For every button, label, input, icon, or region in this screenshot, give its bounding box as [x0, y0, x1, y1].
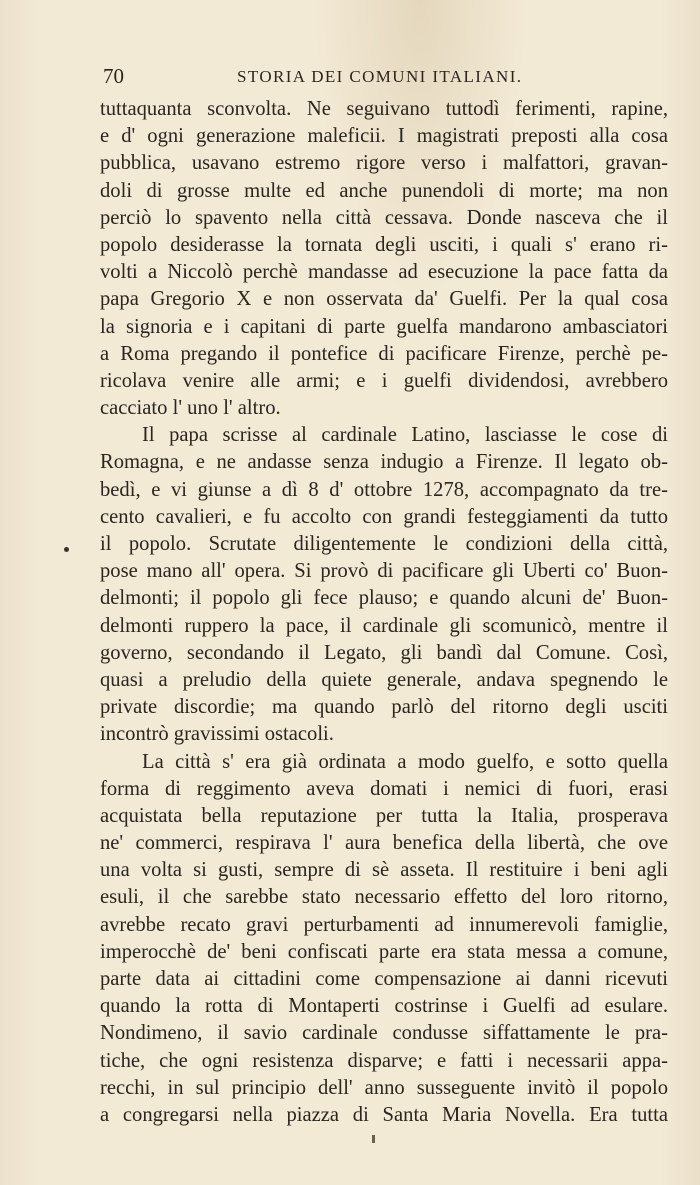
- text-line: incontrò gravissimi ostacoli.: [100, 723, 334, 746]
- text-line: quando la rotta di Montaperti costrinse i Guelfi ad esulare.: [100, 995, 668, 1018]
- text-line: acquistata bella reputazione per tutta la Italia, prosperava: [100, 804, 668, 827]
- text-line: recchi, in sul principio dell' anno susseguente invitò il popolo: [100, 1076, 668, 1099]
- text-line: imperocchè de' beni confiscati parte era stata messa a comune,: [100, 940, 668, 963]
- text-line: esuli, il che sarebbe stato necessario effetto del loro ritorno,: [100, 886, 668, 909]
- text-line: a congregarsi nella piazza di Santa Maria Novella. Era tutta: [100, 1103, 668, 1126]
- text-line: tiche, che ogni resistenza disparve; e fatti i necessarii appa-: [100, 1049, 668, 1072]
- text-line: una volta si gusti, sempre di sè asseta. Il restituire i beni agli: [100, 859, 668, 882]
- text-line: popolo desiderasse la tornata degli usciti, i quali s' erano ri-: [100, 233, 668, 256]
- text-line: a Roma pregando il pontefice di pacificare Firenze, perchè pe-: [100, 342, 668, 365]
- text-line: doli di grosse multe ed anche punendoli di morte; ma non: [100, 179, 668, 202]
- text-line: cacciato l' uno l' altro.: [100, 397, 281, 420]
- text-line: quasi a preludio della quiete generale, andava spegnendo le: [100, 668, 668, 691]
- text-line: la signoria e i capitani di parte guelfa mandarono ambasciatori: [100, 315, 668, 338]
- stray-ink-mark: [64, 547, 69, 552]
- text-line: La città s' era già ordinata a modo guelfo, e sotto quella: [142, 750, 668, 773]
- text-line: papa Gregorio X e non osservata da' Guelfi. Per la qual cosa: [100, 288, 668, 311]
- text-line: delmonti ruppero la pace, il cardinale gli scomunicò, mentre il: [100, 614, 668, 637]
- text-line: private discordie; ma quando parlò del ritorno degli usciti: [100, 696, 668, 719]
- signature-mark: [372, 1135, 375, 1143]
- text-line: tuttaquanta sconvolta. Ne seguivano tuttodì ferimenti, rapine,: [100, 98, 668, 120]
- text-line: ne' commerci, respirava l' aura benefica della libertà, che ove: [100, 832, 668, 855]
- text-line: Romagna, e ne andasse senza indugio a Firenze. Il legato ob-: [100, 451, 668, 474]
- text-line: Il papa scrisse al cardinale Latino, lasciasse le cose di: [142, 424, 668, 447]
- running-head: [103, 64, 668, 94]
- text-line: perciò lo spavento nella città cessava. Donde nasceva che il: [100, 206, 668, 229]
- text-line: forma di reggimento aveva domati i nemici di fuori, erasi: [100, 777, 668, 800]
- text-line: il popolo. Scrutate diligentemente le condizioni della città,: [100, 533, 668, 555]
- text-line: governo, secondando il Legato, gli bandì dal Comune. Così,: [100, 641, 668, 664]
- paragraph: [100, 422, 668, 748]
- text-line: avrebbe recato gravi perturbamenti ad innumerevoli famiglie,: [100, 913, 668, 936]
- text-line: parte data ai cittadini come compensazione ai danni ricevuti: [100, 968, 668, 990]
- paragraph: [100, 96, 668, 422]
- text-line: ricolava venire alle armi; e i guelfi dividendosi, avrebbero: [100, 369, 668, 392]
- running-title: STORIA DEI COMUNI ITALIANI.: [237, 67, 523, 86]
- text-line: e d' ogni generazione maleficii. I magistrati preposti alla cosa: [100, 125, 668, 148]
- text-line: bedì, e vi giunse a dì 8 d' ottobre 1278, accompagnato da tre-: [100, 478, 668, 501]
- text-line: pubblica, usavano estremo rigore verso i malfattori, gravan-: [100, 152, 668, 175]
- body-text: [100, 96, 668, 1129]
- text-line: cento cavalieri, e fu accolto con grandi festeggiamenti da tutto: [100, 505, 668, 528]
- text-line: Nondimeno, il savio cardinale condusse siffattamente le pra-: [100, 1022, 668, 1045]
- text-line: pose mano all' opera. Si provò di pacificare gli Uberti co' Buon-: [100, 560, 668, 583]
- text-line: delmonti; il popolo gli fece plauso; e quando alcuni de' Buon-: [100, 587, 668, 610]
- text-line: volti a Niccolò perchè mandasse ad esecuzione la pace fatta da: [100, 261, 668, 284]
- page-number: 70: [103, 64, 124, 88]
- paragraph: [100, 749, 668, 1130]
